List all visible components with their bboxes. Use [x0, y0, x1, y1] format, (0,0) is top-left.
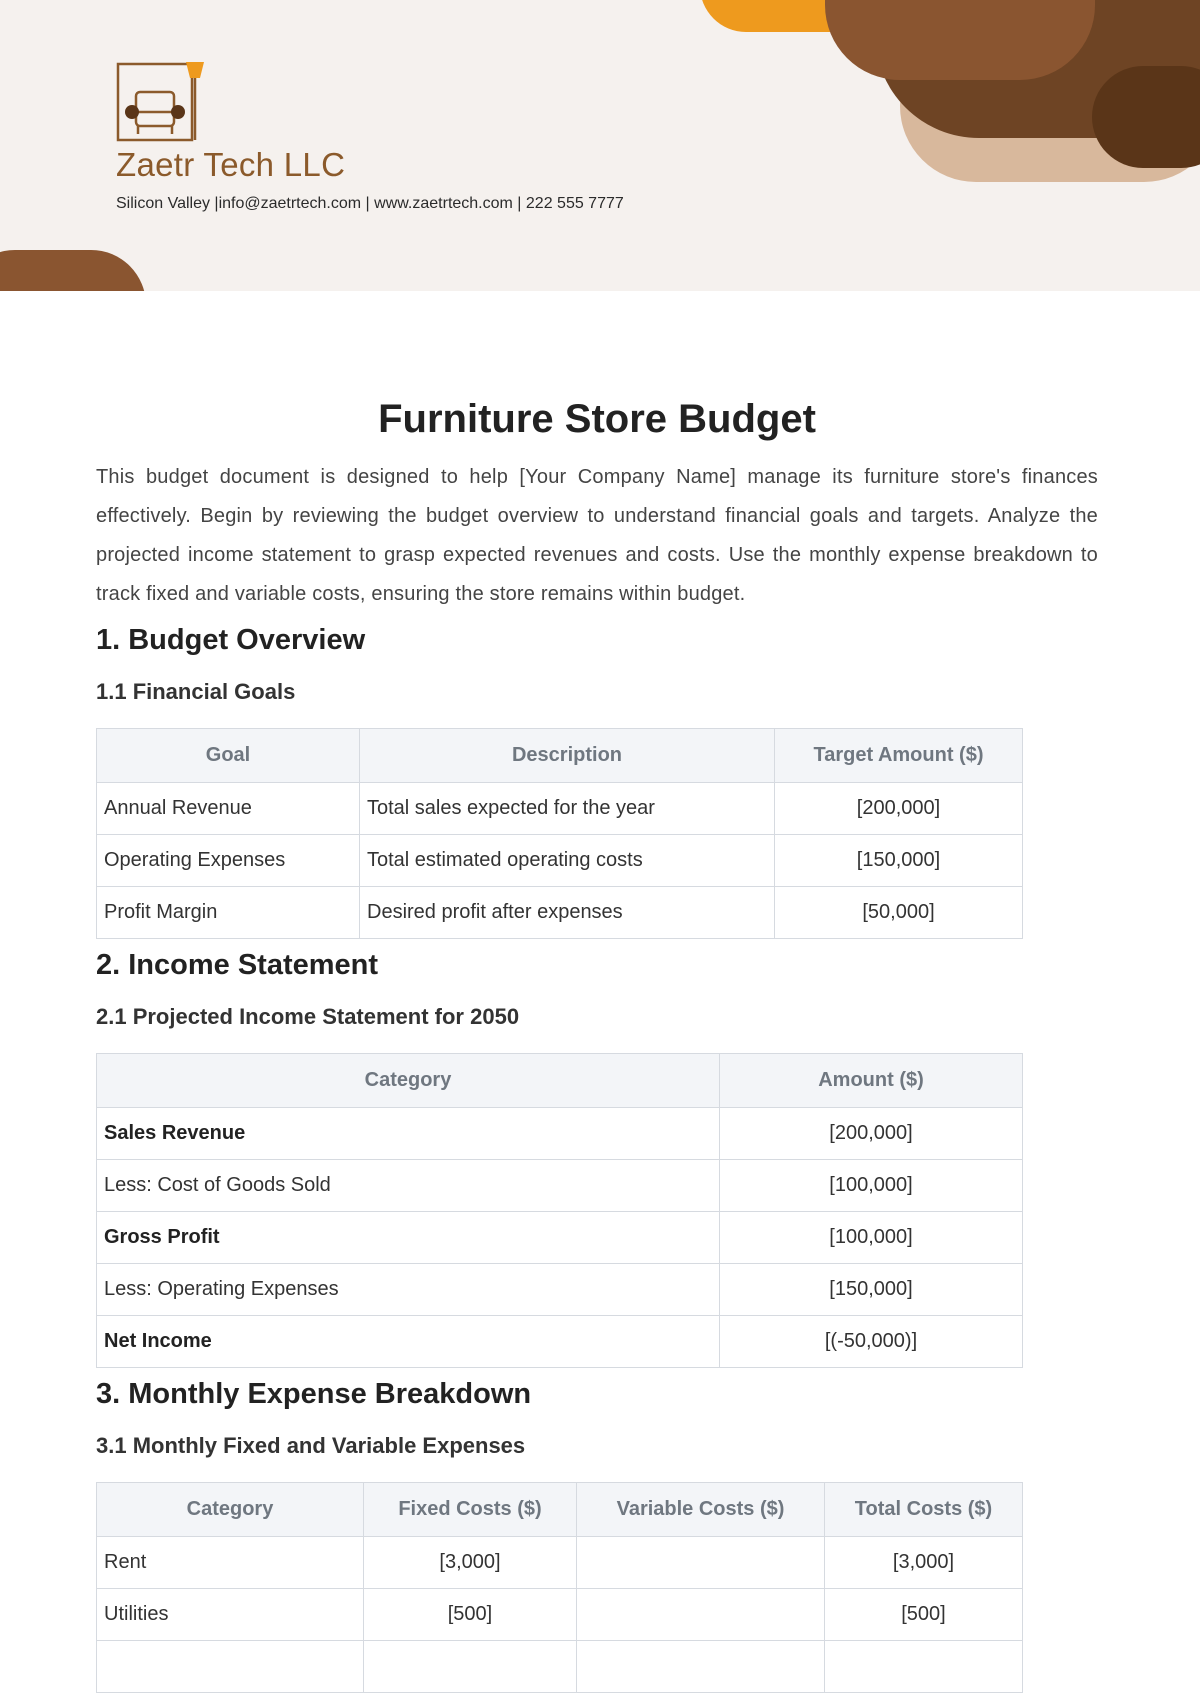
table-row — [97, 1160, 1023, 1212]
column-header: Category — [97, 1483, 364, 1537]
table-cell: Profit Margin — [97, 887, 360, 939]
letterhead — [0, 0, 1200, 291]
table-cell: [200,000] — [775, 783, 1023, 835]
document-body — [96, 390, 1098, 1693]
column-header: Description — [360, 729, 775, 783]
column-header: Amount ($) — [720, 1054, 1023, 1108]
financial-goals-table — [96, 728, 1023, 939]
section-heading: 2. Income Statement — [96, 949, 379, 981]
table-cell: Rent — [97, 1537, 364, 1589]
column-header: Variable Costs ($) — [577, 1483, 825, 1537]
intro-paragraph: This budget document is designed to help [Your Company Name] manage its furniture store's finances effectively. Begin by reviewing the budget overview to understand financial goals and targets. Analyze the projected income statement to grasp expected revenues and costs. Use the monthly expense breakdown to track fixed and variable costs, ensuring the store remains within budget. — [96, 466, 1098, 605]
table-cell: Operating Expenses — [97, 835, 360, 887]
table-cell — [577, 1537, 825, 1589]
table-cell: Desired profit after expenses — [360, 887, 775, 939]
table-cell: Sales Revenue — [97, 1108, 720, 1160]
table-cell — [97, 1641, 364, 1693]
column-header: Goal — [97, 729, 360, 783]
table-cell: [150,000] — [775, 835, 1023, 887]
table-row — [97, 835, 1023, 887]
table-row — [97, 1316, 1023, 1368]
table-cell: [100,000] — [720, 1160, 1023, 1212]
table-cell: [500] — [825, 1589, 1023, 1641]
monthly-expenses-table — [96, 1482, 1023, 1693]
table-header-row — [97, 729, 1023, 783]
table-cell: [500] — [364, 1589, 577, 1641]
table-cell: [150,000] — [720, 1264, 1023, 1316]
table-cell: Net Income — [97, 1316, 720, 1368]
table-cell: [(-50,000)] — [720, 1316, 1023, 1368]
table-cell: [3,000] — [825, 1537, 1023, 1589]
table-cell — [825, 1641, 1023, 1693]
section-heading: 1. Budget Overview — [96, 624, 366, 656]
table-header-row — [97, 1483, 1023, 1537]
table-cell: Gross Profit — [97, 1212, 720, 1264]
table-cell: [200,000] — [720, 1108, 1023, 1160]
column-header: Category — [97, 1054, 720, 1108]
table-row — [97, 887, 1023, 939]
page-title: Furniture Store Budget — [378, 397, 816, 441]
table-row — [97, 1264, 1023, 1316]
table-cell: Total sales expected for the year — [360, 783, 775, 835]
table-row — [97, 783, 1023, 835]
subsection-heading: 1.1 Financial Goals — [96, 679, 296, 704]
table-cell: [3,000] — [364, 1537, 577, 1589]
company-name: Zaetr Tech LLC — [116, 146, 346, 183]
table-row — [97, 1589, 1023, 1641]
column-header: Fixed Costs ($) — [364, 1483, 577, 1537]
subsection-heading: 3.1 Monthly Fixed and Variable Expenses — [96, 1433, 526, 1458]
table-cell: Less: Cost of Goods Sold — [97, 1160, 720, 1212]
table-cell — [577, 1589, 825, 1641]
table-cell: Annual Revenue — [97, 783, 360, 835]
table-row — [97, 1212, 1023, 1264]
furniture-logo-icon — [116, 60, 208, 142]
column-header: Target Amount ($) — [775, 729, 1023, 783]
income-statement-table — [96, 1053, 1023, 1368]
column-header: Total Costs ($) — [825, 1483, 1023, 1537]
table-row — [97, 1108, 1023, 1160]
table-cell: Utilities — [97, 1589, 364, 1641]
table-header-row — [97, 1054, 1023, 1108]
section-heading: 3. Monthly Expense Breakdown — [96, 1378, 532, 1410]
table-cell: [100,000] — [720, 1212, 1023, 1264]
contact-info: Silicon Valley |info@zaetrtech.com | www.zaetrtech.com | 222 555 7777 — [116, 195, 624, 212]
table-cell: [50,000] — [775, 887, 1023, 939]
table-cell — [364, 1641, 577, 1693]
table-row — [97, 1537, 1023, 1589]
table-cell: Total estimated operating costs — [360, 835, 775, 887]
table-cell: Less: Operating Expenses — [97, 1264, 720, 1316]
table-cell — [577, 1641, 825, 1693]
subsection-heading: 2.1 Projected Income Statement for 2050 — [96, 1004, 520, 1029]
table-row — [97, 1641, 1023, 1693]
